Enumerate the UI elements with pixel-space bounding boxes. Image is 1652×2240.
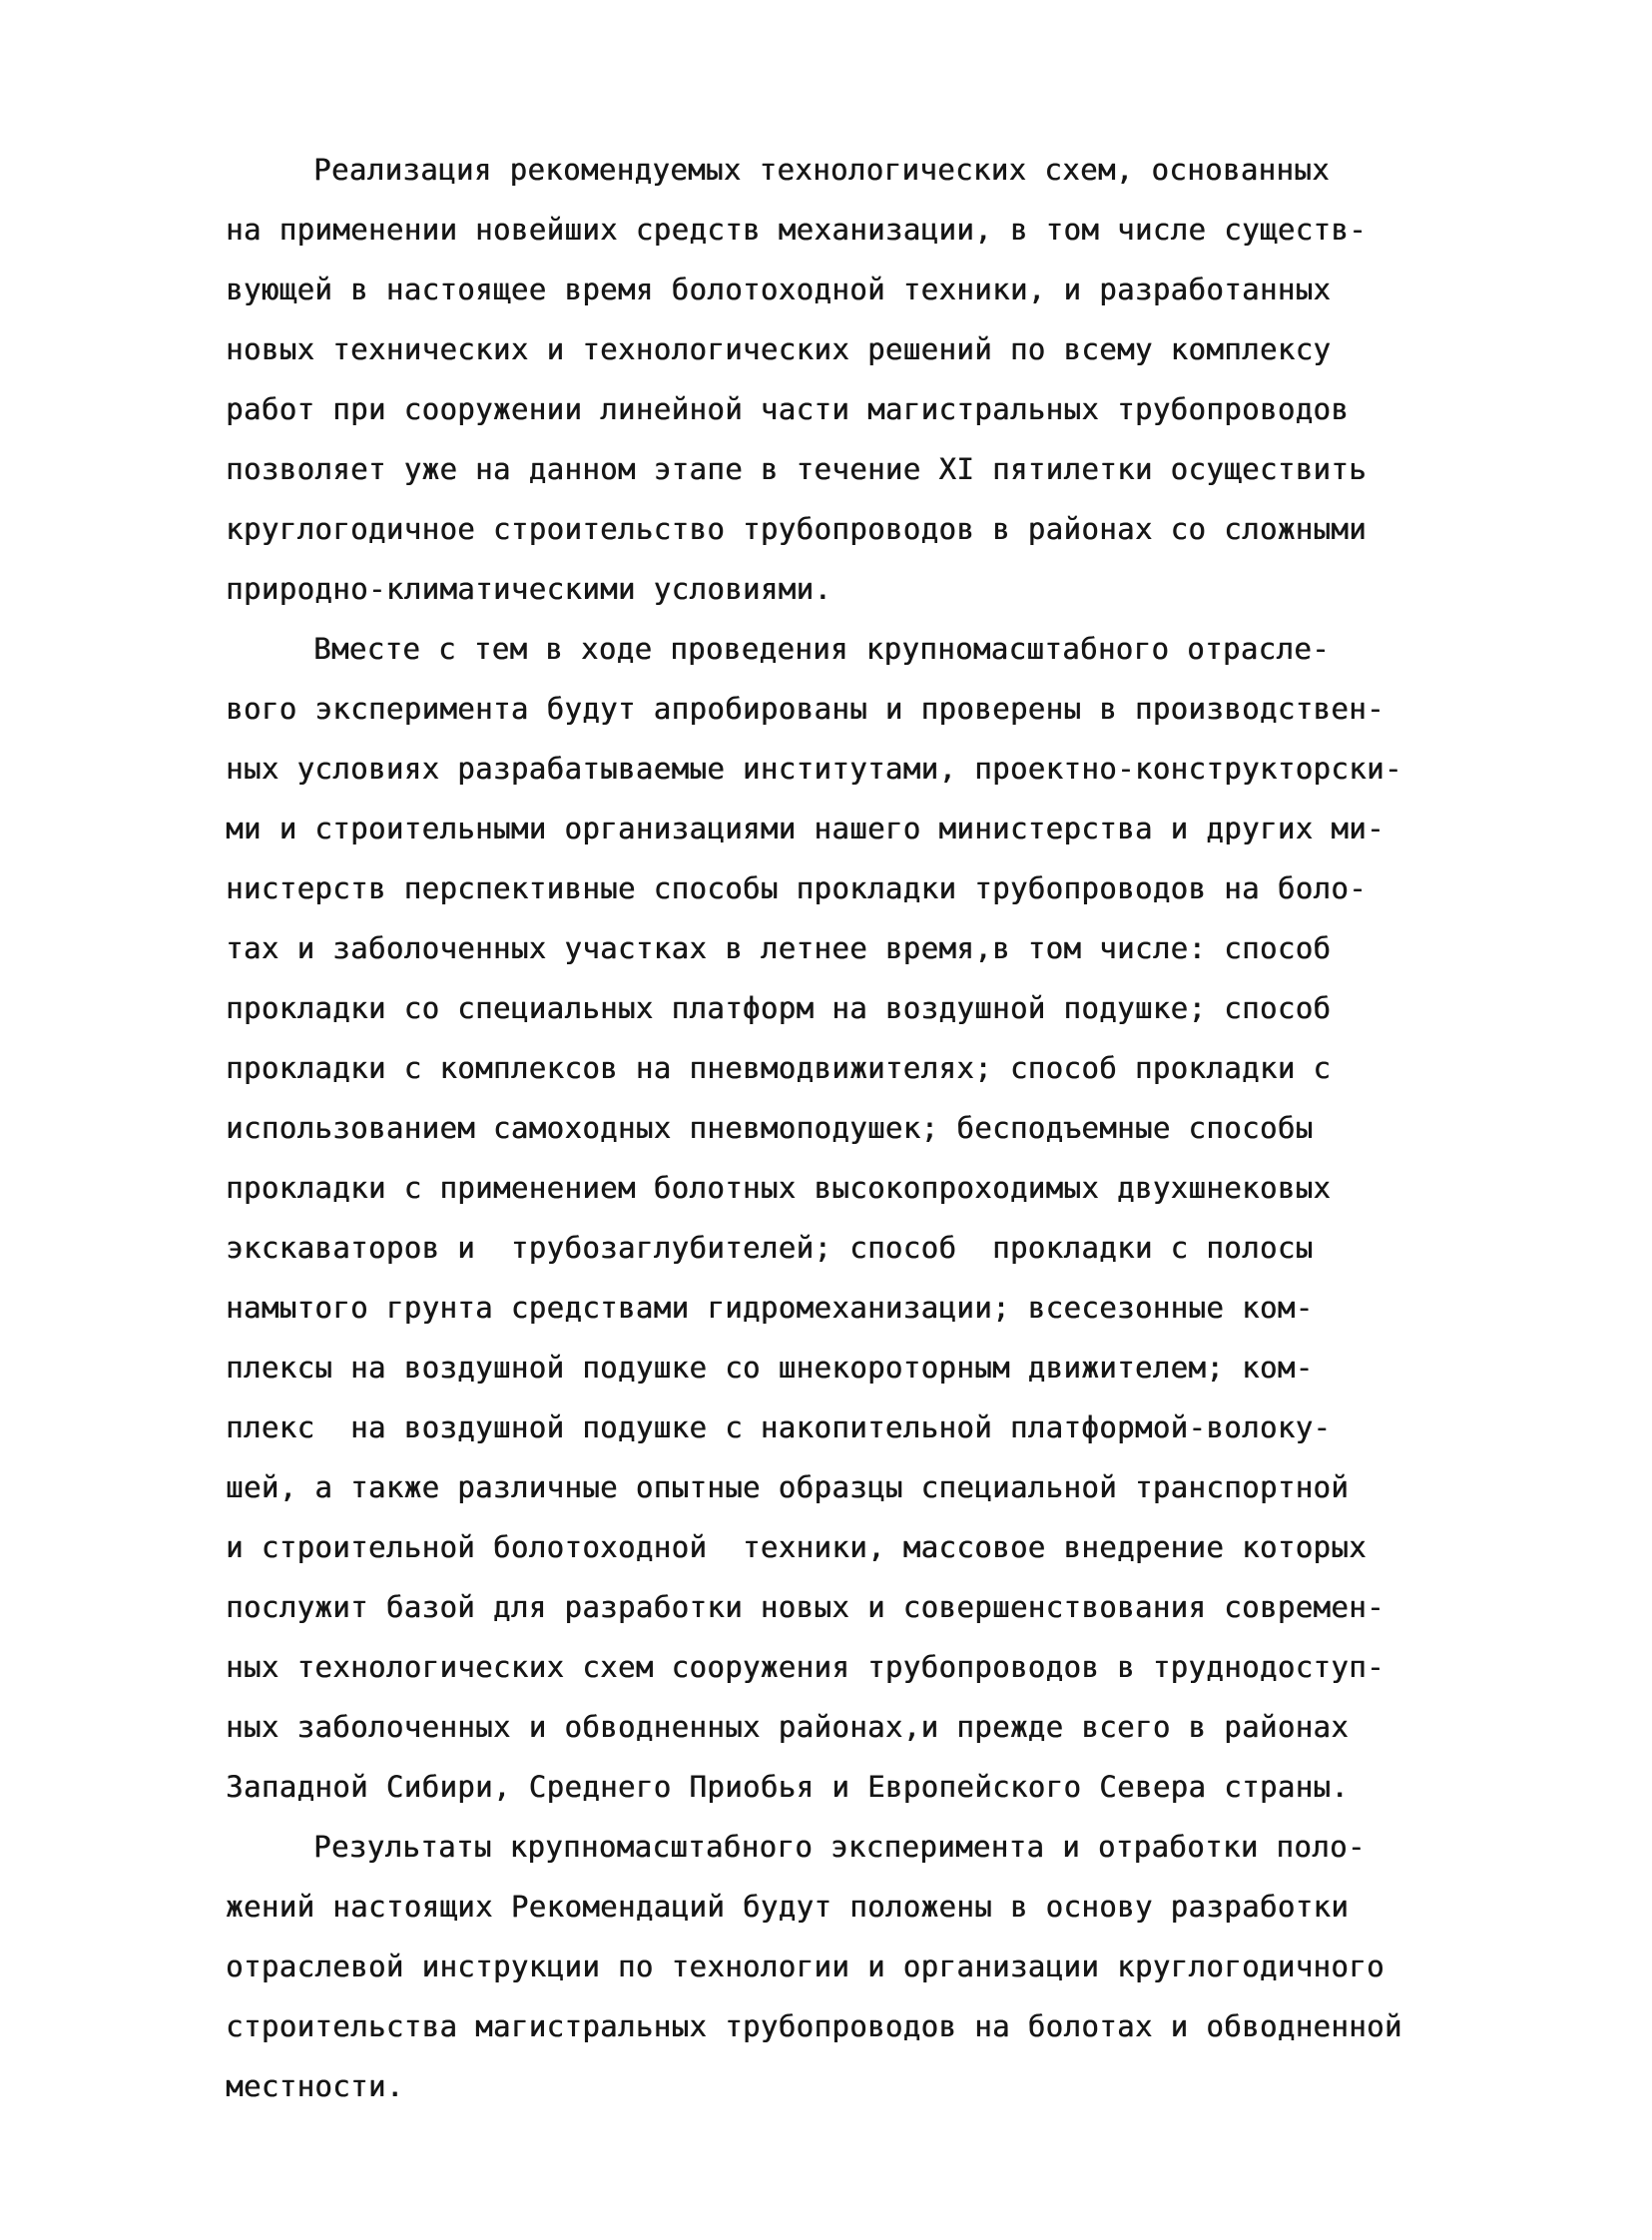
paragraph-2-line-9: использованием самоходных пневмоподушек; бесподъемные способы (226, 1111, 1314, 1145)
paragraph-1-line-1: Реализация рекомендуемых технологических схем, основанных (313, 153, 1330, 187)
paragraph-2-line-18: ных технологических схем сооружения трубопроводов в труднодоступ- (226, 1650, 1384, 1684)
paragraph-1-line-4: новых технических и технологических решений по всему комплексу (226, 332, 1332, 366)
paragraph-1-line-6: позволяет уже на данном этапе в течение XI пятилетки осуществить (226, 452, 1368, 486)
paragraph-2-line-11: экскаваторов и трубозаглубителей; способ прокладки с полосы (226, 1231, 1314, 1265)
paragraph-2-line-4: ми и строительными организациями нашего министерства и других ми- (226, 812, 1384, 845)
paragraph-2-line-16: и строительной болотоходной техники, массовое внедрение которых (226, 1530, 1368, 1564)
paragraph-2-line-20: Западной Сибири, Среднего Приобья и Европейского Севера страны. (226, 1770, 1350, 1804)
paragraph-2-line-12: намытого грунта средствами гидромеханизации; всесезонные ком- (226, 1291, 1314, 1325)
paragraph-3-line-2: жений настоящих Рекомендаций будут положены в основу разработки (226, 1890, 1350, 1924)
paragraph-1-line-7: круглогодичное строительство трубопроводов в районах со сложными (226, 512, 1368, 546)
paragraph-3-line-4: строительства магистральных трубопроводов на болотах и обводненной (226, 2009, 1402, 2043)
paragraph-1-line-3: вующей в настоящее время болотоходной техники, и разработанных (226, 273, 1332, 306)
paragraph-2-line-6: тах и заболоченных участках в летнее время,в том числе: способ (226, 931, 1332, 965)
paragraph-3-line-3: отраслевой инструкции по технологии и организации круглогодичного (226, 1950, 1384, 1983)
paragraph-2-line-13: плексы на воздушной подушке со шнекороторным движителем; ком- (226, 1351, 1314, 1385)
paragraph-2-line-2: вого эксперимента будут апробированы и проверены в производствен- (226, 692, 1384, 726)
paragraph-3-line-5: местности. (226, 2069, 404, 2103)
paragraph-2-line-19: ных заболоченных и обводненных районах,и прежде всего в районах (226, 1710, 1350, 1744)
paragraph-1-line-2: на применении новейших средств механизации, в том числе существ- (226, 213, 1368, 247)
paragraph-2-line-17: послужит базой для разработки новых и совершенствования современ- (226, 1590, 1384, 1624)
paragraph-2-line-1: Вместе с тем в ходе проведения крупномасштабного отраслe- (313, 632, 1330, 666)
paragraph-2-line-10: прокладки с применением болотных высокопроходимых двухшнековых (226, 1171, 1332, 1205)
paragraph-2-line-3: ных условиях разрабатываемые институтами, проектно-конструкторски- (226, 752, 1402, 786)
paragraph-2-line-7: прокладки со специальных платформ на воздушной подушке; способ (226, 991, 1332, 1025)
paragraph-2-line-14: плекс на воздушной подушке с накопительной платформой-волоку- (226, 1410, 1332, 1444)
paragraph-2-line-5: нистерств перспективные способы прокладки трубопроводов на боло- (226, 871, 1368, 905)
paragraph-1-line-8: природно-климатическими условиями. (226, 572, 832, 606)
paragraph-1-line-5: работ при сооружении линейной части магистральных трубопроводов (226, 392, 1350, 426)
paragraph-2-line-8: прокладки с комплексов на пневмодвижителях; способ прокладки с (226, 1051, 1332, 1085)
paragraph-3-line-1: Результаты крупномасштабного эксперимента и отработки поло- (313, 1830, 1366, 1864)
paragraph-2-line-15: шей, а также различные опытные образцы специальной транспортной (226, 1470, 1350, 1504)
